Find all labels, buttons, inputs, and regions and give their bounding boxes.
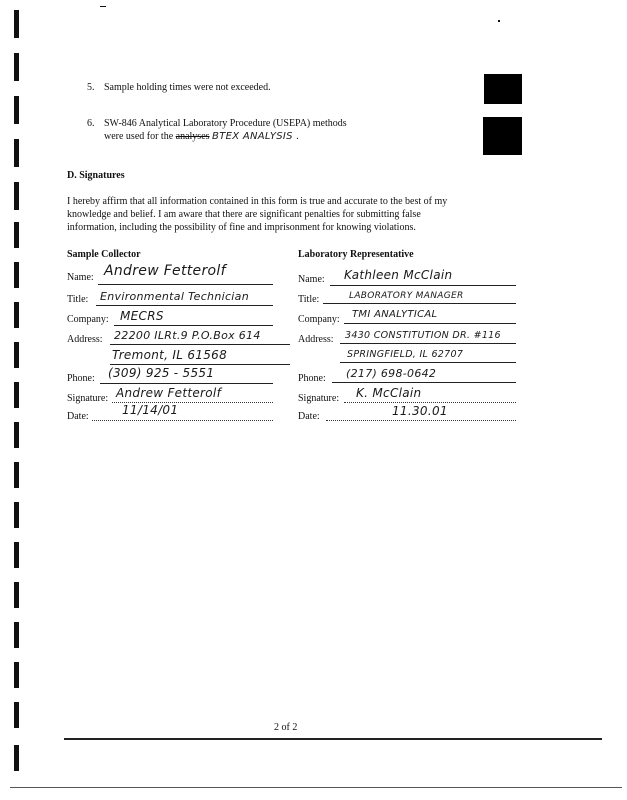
affirmation-line: information, including the possibility of fine and imprisonment for knowing violations. [67, 222, 416, 233]
section-heading: D. Signatures [67, 170, 125, 181]
footer-rule [64, 738, 602, 740]
collector-signature: Andrew Fetterolf [116, 386, 222, 400]
collector-address-label: Address: [67, 334, 103, 345]
lab-date-label: Date: [298, 411, 320, 422]
collector-address2-value: Tremont, IL 61568 [112, 348, 227, 362]
lab-name-line [330, 285, 516, 286]
scan-margin-mark [14, 96, 19, 124]
collector-date-value: 11/14/01 [122, 403, 179, 417]
lab-signature: K. McClain [356, 386, 422, 400]
lab-address-line [340, 343, 516, 344]
scan-speck [498, 20, 500, 22]
lab-address2-value: SPRINGFIELD, IL 62707 [347, 349, 464, 360]
collector-phone-value: (309) 925 - 5551 [108, 366, 215, 380]
lab-company-label: Company: [298, 314, 340, 325]
collector-company-label: Company: [67, 314, 109, 325]
struck-out-text: analyses [175, 131, 210, 142]
scan-margin-mark [14, 422, 19, 448]
scan-margin-mark [14, 502, 19, 528]
scan-speck [100, 6, 106, 7]
item-number: 5. [87, 82, 95, 93]
collector-title-line [96, 305, 273, 306]
collector-name-value: Andrew Fetterolf [104, 263, 226, 279]
item-text: Sample holding times were not exceeded. [104, 82, 271, 93]
scan-margin-mark [14, 542, 19, 568]
scan-margin-mark [14, 462, 19, 488]
lab-title-label: Title: [298, 294, 320, 305]
lab-address-label: Address: [298, 334, 334, 345]
collector-company-value: MECRS [120, 309, 164, 323]
collector-address-line2 [110, 364, 290, 365]
scan-margin-mark [14, 582, 19, 608]
lab-signature-label: Signature: [298, 393, 340, 404]
scan-margin-mark [14, 53, 19, 81]
scan-margin-mark [14, 382, 19, 408]
collector-name-label: Name: [67, 272, 94, 283]
collector-phone-line [100, 383, 273, 384]
affirmation-line: knowledge and belief. I am aware that there are significant penalties for submitting false [67, 209, 421, 220]
redaction-box [483, 117, 522, 155]
collector-signature-label: Signature: [67, 393, 109, 404]
collector-phone-label: Phone: [67, 373, 95, 384]
lab-phone-label: Phone: [298, 373, 326, 384]
lab-address-line2 [340, 362, 516, 363]
scan-margin-mark [14, 302, 19, 328]
item-text-prefix: were used for the [104, 131, 174, 142]
collector-date-line [92, 420, 273, 421]
scan-margin-mark [14, 342, 19, 368]
scan-margin-mark [14, 10, 19, 38]
lab-address1-value: 3430 CONSTITUTION DR. #116 [345, 330, 501, 341]
lab-signature-line [344, 402, 516, 403]
lab-company-value: TMI ANALYTICAL [352, 309, 438, 320]
scan-margin-mark [14, 139, 19, 167]
collector-address1-value: 22200 ILRt.9 P.O.Box 614 [114, 329, 261, 342]
collector-date-label: Date: [67, 411, 89, 422]
scan-margin-mark [14, 702, 19, 728]
collector-heading: Sample Collector [67, 249, 141, 260]
page-number: 2 of 2 [274, 722, 298, 733]
redaction-box [484, 74, 522, 104]
collector-title-value: Environmental Technician [100, 290, 249, 303]
collector-address-line [110, 344, 290, 345]
lab-title-line [323, 303, 516, 304]
item-text-continued [104, 131, 300, 143]
lab-heading: Laboratory Representative [298, 249, 414, 260]
scan-margin-mark [14, 662, 19, 688]
lab-date-value: 11.30.01 [392, 404, 448, 418]
affirmation-line: I hereby affirm that all information contained in this form is true and accurate to the best of my [67, 196, 448, 207]
collector-title-label: Title: [67, 294, 89, 305]
handwritten-insertion: BTEX ANALYSIS . [212, 131, 300, 142]
scan-margin-mark [14, 222, 19, 248]
lab-phone-value: (217) 698-0642 [346, 367, 437, 380]
scan-margin-mark [14, 745, 19, 771]
lab-name-value: Kathleen McClain [344, 268, 453, 282]
lab-company-line [344, 323, 516, 324]
scan-margin-mark [14, 182, 19, 210]
scan-margin-mark [14, 262, 19, 288]
item-text: SW-846 Analytical Laboratory Procedure (USEPA) methods [104, 118, 347, 129]
lab-name-label: Name: [298, 274, 325, 285]
footer-rule-lower [10, 787, 622, 788]
lab-phone-line [332, 382, 516, 383]
lab-title-value: LABORATORY MANAGER [349, 291, 464, 301]
lab-date-line [326, 420, 516, 421]
collector-name-line [98, 284, 273, 285]
item-number: 6. [87, 118, 95, 129]
scan-margin-mark [14, 622, 19, 648]
collector-company-line [114, 325, 273, 326]
